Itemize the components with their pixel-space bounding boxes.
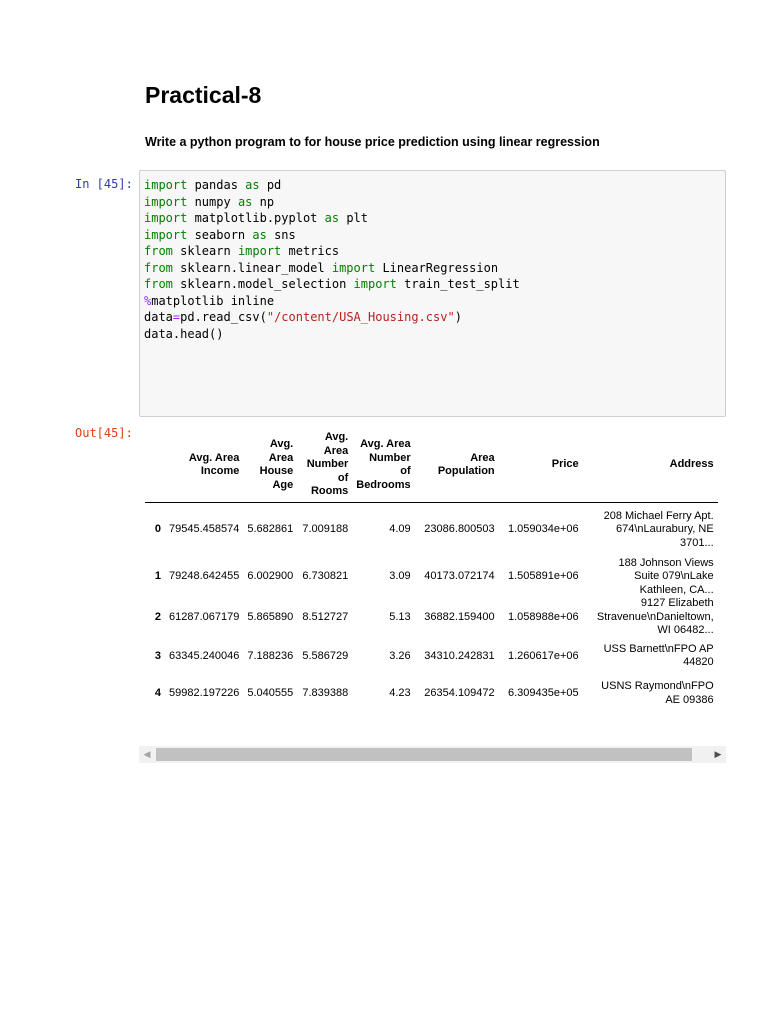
- row-index: 3: [154, 649, 161, 662]
- table-cell: 1.505891e+06: [507, 570, 579, 582]
- code-token: as: [245, 178, 260, 192]
- code-token: import: [144, 211, 188, 225]
- table-cell: 7.839388: [302, 687, 349, 699]
- row-index: 4: [154, 687, 161, 699]
- code-token: sns: [266, 227, 296, 242]
- table-cell: 7.009188: [302, 523, 349, 535]
- code-token: import: [144, 194, 188, 209]
- dataframe-body: [145, 503, 718, 713]
- code-line: [144, 261, 498, 275]
- table-cell: 3.09: [389, 570, 411, 582]
- code-token: numpy: [187, 194, 238, 209]
- table-cell: 9127 Elizabeth Stravenue\nDanieltown, WI 06482...: [596, 597, 714, 636]
- code-block[interactable]: [144, 177, 721, 342]
- code-token: np: [252, 194, 275, 209]
- table-row: [145, 675, 718, 713]
- table-cell: 79545.458574: [169, 523, 240, 535]
- code-line: [144, 294, 274, 308]
- scroll-right-arrow-icon[interactable]: ▶: [714, 749, 722, 759]
- code-cell-editor[interactable]: [139, 170, 726, 417]
- code-line: [144, 310, 462, 324]
- dataframe-output: [145, 428, 730, 713]
- table-cell: 5.865890: [247, 610, 294, 623]
- code-token: sklearn: [172, 244, 238, 258]
- table-cell: 6.002900: [247, 570, 294, 582]
- table-row: [145, 597, 718, 638]
- code-token: pd.read_csv(: [180, 310, 267, 324]
- table-cell: 5.040555: [247, 687, 294, 699]
- table-cell: 208 Michael Ferry Apt. 674\nLaurabury, NE 3701...: [603, 509, 714, 549]
- code-token: train_test_split: [396, 277, 520, 291]
- column-header: Avg. Area House Age: [243, 428, 297, 503]
- table-cell: 4.09: [389, 523, 411, 535]
- code-token: as: [324, 211, 340, 225]
- code-token: plt: [339, 211, 368, 225]
- scroll-left-arrow-icon[interactable]: ◀: [143, 749, 151, 759]
- code-line: [144, 195, 274, 209]
- practical-subtitle: Write a python program to for house price prediction using linear regression: [145, 135, 600, 149]
- code-token: from: [144, 244, 173, 258]
- table-cell: 1.059034e+06: [507, 523, 579, 535]
- code-token: data: [144, 310, 173, 324]
- table-cell: 5.13: [389, 610, 411, 623]
- row-index: 0: [154, 523, 161, 535]
- code-token: sklearn.model_selection: [172, 277, 354, 291]
- table-cell: 5.586729: [302, 649, 349, 662]
- table-cell: 6.309435e+05: [507, 687, 579, 699]
- code-token: import: [144, 178, 188, 192]
- input-prompt: In [45]:: [75, 177, 133, 191]
- code-line: [144, 228, 296, 242]
- code-token: matplotlib inline: [151, 293, 275, 308]
- table-cell: 4.23: [389, 687, 411, 699]
- code-token: "/content/USA_Housing.csv": [266, 310, 455, 324]
- code-token: from: [144, 260, 173, 275]
- code-token: import: [353, 277, 397, 291]
- code-line: [144, 327, 223, 341]
- table-cell: 3.26: [389, 649, 411, 662]
- code-token: import: [331, 260, 376, 275]
- table-cell: 1.260617e+06: [507, 649, 579, 662]
- table-cell: 61287.067179: [169, 610, 240, 623]
- code-token: LinearRegression: [375, 260, 499, 275]
- code-token: from: [144, 277, 173, 291]
- code-line: [144, 211, 368, 225]
- column-header: Avg. Area Number of Rooms: [297, 428, 352, 503]
- table-cell: 6.730821: [302, 570, 349, 582]
- table-cell: 59982.197226: [169, 687, 240, 699]
- table-cell: 36882.159400: [424, 610, 495, 623]
- code-token: %: [144, 293, 152, 308]
- dataframe-table: [145, 428, 718, 713]
- code-token: ): [454, 310, 462, 324]
- table-cell: 23086.800503: [424, 523, 495, 535]
- row-index: 2: [154, 610, 161, 623]
- column-header: Address: [583, 428, 718, 503]
- dataframe-header-row: [145, 428, 718, 503]
- table-cell: 1.058988e+06: [507, 610, 579, 623]
- column-header: Area Population: [415, 428, 499, 503]
- table-cell: 5.682861: [247, 523, 294, 535]
- table-cell: 63345.240046: [169, 649, 240, 662]
- code-token: as: [237, 194, 253, 209]
- table-cell: 8.512727: [302, 610, 349, 623]
- column-header: Avg. Area Income: [165, 428, 243, 503]
- page-title: Practical-8: [145, 82, 262, 108]
- code-token: as: [252, 227, 267, 242]
- table-row: [145, 557, 718, 598]
- table-cell: USS Barnett\nFPO AP 44820: [603, 642, 714, 669]
- code-token: import: [237, 244, 282, 258]
- column-header: Avg. Area Number of Bedrooms: [352, 428, 414, 503]
- table-row: [145, 503, 718, 557]
- output-prompt: Out[45]:: [75, 426, 133, 440]
- table-cell: 40173.072174: [424, 570, 495, 582]
- table-cell: 7.188236: [247, 649, 294, 662]
- code-token: pandas: [187, 178, 246, 192]
- code-line: [144, 244, 339, 258]
- scrollbar-thumb[interactable]: [156, 748, 692, 761]
- code-token: matplotlib.pyplot: [187, 211, 325, 225]
- code-token: data.head(): [144, 326, 224, 341]
- code-token: metrics: [281, 244, 340, 258]
- code-token: import: [144, 227, 188, 242]
- table-cell: 34310.242831: [424, 649, 495, 662]
- table-cell: 79248.642455: [169, 570, 240, 582]
- table-cell: USNS Raymond\nFPO AE 09386: [601, 680, 714, 706]
- code-line: [144, 277, 520, 291]
- table-row: [145, 638, 718, 676]
- code-token: seaborn: [187, 227, 253, 242]
- horizontal-scrollbar[interactable]: [139, 746, 726, 763]
- code-line: [144, 178, 281, 192]
- table-cell: 188 Johnson Views Suite 079\nLake Kathleen, CA...: [618, 556, 714, 596]
- code-token: pd: [259, 178, 282, 192]
- code-token: =: [172, 310, 181, 324]
- code-token: sklearn.linear_model: [172, 260, 332, 275]
- row-index: 1: [154, 570, 161, 582]
- column-header: Price: [499, 428, 583, 503]
- column-header: [145, 428, 165, 503]
- table-cell: 26354.109472: [424, 687, 495, 699]
